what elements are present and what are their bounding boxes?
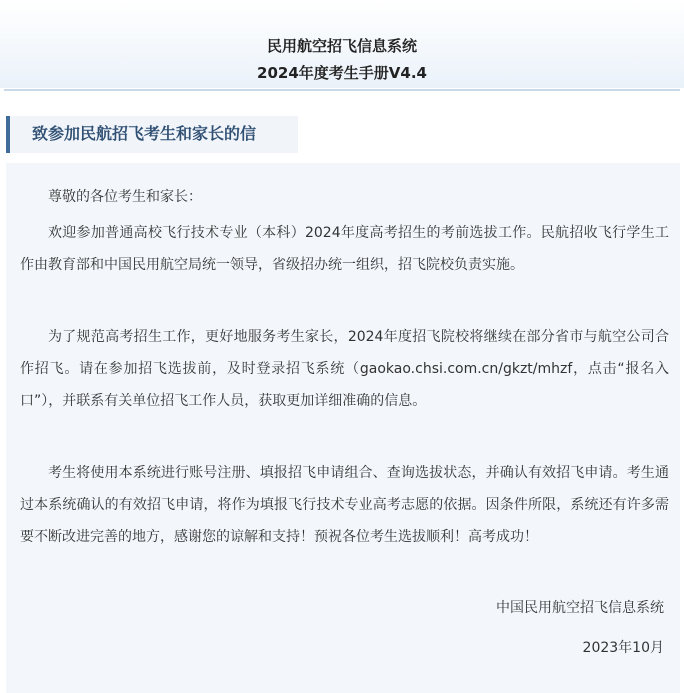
page-header — [0, 0, 684, 88]
header-divider — [4, 89, 680, 91]
section-heading — [6, 116, 298, 153]
letter-paragraph-1: 欢迎参加普通高校飞行技术专业（本科）2024年度高考招生的考前选拔工作。民航招收飞行学生工作由教育部和中国民用航空局统一领导，省级招办统一组织，招飞院校负责实施。 — [20, 225, 669, 273]
letter-date: 2023年10月 — [582, 640, 664, 656]
system-title: 民用航空招飞信息系统 — [266, 37, 417, 55]
handbook-title: 2024年度考生手册V4.4 — [257, 64, 427, 82]
section-heading-text: 致参加民航招飞考生和家长的信 — [32, 124, 257, 143]
letter-signature: 中国民用航空招飞信息系统 — [496, 600, 664, 616]
letter-panel — [6, 163, 680, 693]
letter-paragraph-3: 考生将使用本系统进行账号注册、填报招飞申请组合、查询选拔状态，并确认有效招飞申请。考生通过本系统确认的有效招飞申请，将作为填报飞行技术专业高考志愿的依据。因条件所限，系统还有许多需要不断改进完善的地方，感谢您的谅解和支持！预祝各位考生选拔顺利！高考成功！ — [20, 465, 669, 545]
letter-greeting: 尊敬的各位考生和家长： — [48, 189, 202, 205]
letter-paragraph-2: 为了规范高考招生工作，更好地服务考生家长，2024年度招飞院校将继续在部分省市与航空公司合作招飞。请在参加招飞选拔前，及时登录招飞系统（gaokao.chsi.com.cn/gkzt/mhzf，点击“报名入口”），并联系有关单位招飞工作人员，获取更加详细准确的信息。 — [20, 329, 669, 409]
